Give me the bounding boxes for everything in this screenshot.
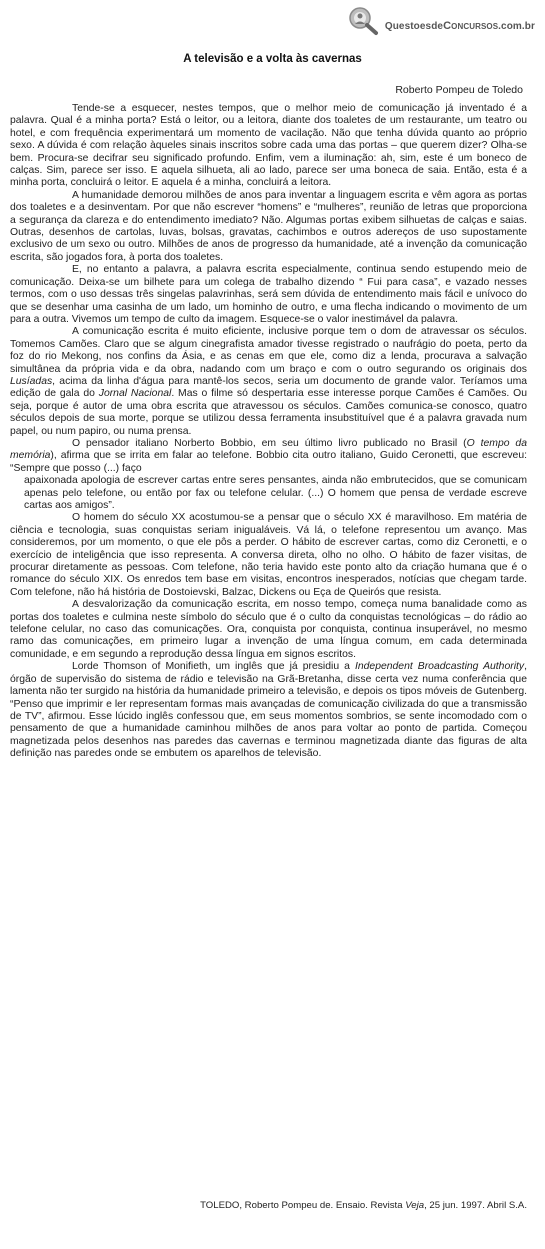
article-body bbox=[10, 103, 527, 761]
program-title-jornal-nacional: Jornal Nacional bbox=[98, 388, 172, 400]
block-quote: apaixonada apologia de escrever cartas entre seres pensantes, ainda não embrutecidos, que se comunicam apenas pelo telefone, ou então por fax ou telefone celular. (...) O homem que pensa de verdade escreve cartas aos amigos”. bbox=[24, 475, 527, 511]
paragraph-2: A humanidade demorou milhões de anos para inventar a linguagem escrita e vêm agora as portas dos toaletes e a desinventam. Por que não escrever “homens” e “mulheres”, reunião de letras que proporciona a segurança da clareza e do entendimento imediato? Não. Algumas portas exibem silhuetas de calças e saias. Outras, desenhos de cartolas, luvas, bolsas, gravatas, cachimbos e outros adereços de uso supostamente exclusivo de um sexo ou outro. Milhões de anos de progresso da humanidade, até a invenção da comunicação escrita, são jogados fora, à porta dos toaletes. bbox=[10, 189, 527, 263]
article-author: Roberto Pompeu de Toledo bbox=[395, 84, 523, 96]
org-name-iba: Independent Broadcasting Authority bbox=[354, 661, 525, 673]
paragraph-3: E, no entanto a palavra, a palavra escrita especialmente, continua sendo estupendo meio de comunicação. Deixa-se um bilhete para um colega de trabalho dizendo “ Fui para casa”, e vazado nesses termos, com o uso dessas três singelas palavrinhas, será sem dúvida de entendimento mais fácil e unívoco do que se desenhar uma casinha de um lado, um hominho de outro, e uma flecha indicando o movimento de um para a outra. Vivemos um tempo de culto da imagem. Esquece-se o valor inestimável da palavra. bbox=[10, 264, 527, 325]
site-logo-text: QuestoesdeConcursos.com.br bbox=[384, 20, 535, 32]
paragraph-8: Lorde Thomson of Monifieth, um inglês que já presidiu a Independent Broadcasting Authority, órgão de supervisão do sistema de rádio e televisão na Grã-Bretanha, disse certa vez numa conferência que lamenta não ter surgido na história da humanidade primeiro a televisão, e depois os tipos móveis de Gutenberg. “Penso que imprimir e ler representam formas mais avançadas de comunicação civilizada do que a transmissão de TV”, afirmou. Esse lúcido inglês confessou que, em seus momentos sombrios, se sente incomodado com o pensamento de que a humanidade caminhou milhões de anos para voltar ao ponto de partida. Começou magnetizada pelos desenhos nas paredes das cavernas e terminou magnetizada diante das figuras de alta definição nas paredes onde se embutem os aparelhos de televisão. bbox=[10, 661, 527, 760]
paragraph-1: Tende-se a esquecer, nestes tempos, que o melhor meio de comunicação já inventado é a palavra. Qual é a minha porta? Está o leitor, ou a leitora, diante dos toaletes de um restaurante, um teatro ou hotel, e com frequência experimentará um momento de vacilação. Não que tenha dúvida quanto ao próprio sexo. A dúvida é com relação àqueles sinais inscritos sobre cada uma das portas – que querem dizer? Olha-se bem. Procura-se decifrar seu significado profundo. Enfim, vem a iluminação: ah, sim, este é um boneco de calças. Sim, parece ser isso. E aquela silhueta, ali ao lado, parece ser uma boneca de saia. Então, esta é a minha porta, concluirá o leitor. E aquela é a minha, concluirá a leitora. bbox=[10, 103, 527, 189]
book-title-tempo-memoria: O tempo da memória bbox=[10, 437, 527, 462]
article-title: A televisão e a volta às cavernas bbox=[183, 53, 362, 65]
site-header bbox=[346, 6, 535, 36]
paragraph-7: A desvalorização da comunicação escrita, em nosso tempo, começa numa banalidade como as portas dos toaletes e culmina neste símbolo do século que é o culto da conquistas tecnológicas – do rádio ao telefone celular, no caso das comunicações. Ora, conquista por conquista, continua insuperável, no mesmo ramo das comunicações, em primeiro lugar a invenção de uma língua comum, em cada determinada comunidade, e em segundo a reprodução dessa língua em signos escritos. bbox=[10, 599, 527, 660]
book-title-lusiadas: Lusíadas bbox=[10, 375, 53, 387]
magnifier-logo-icon bbox=[346, 6, 384, 36]
paragraph-5: O pensador italiano Norberto Bobbio, em seu último livro publicado no Brasil (O tempo da memória), afirma que se irrita em falar ao telefone. Bobbio cita outro italiano, Guido Ceronetti, que escreveu: “Sempre que posso (...) faço bbox=[10, 437, 527, 474]
paragraph-4: A comunicação escrita é muito eficiente, inclusive porque tem o dom de atravessar os séculos. Tomemos Camões. Claro que se algum cinegrafista amador tivesse registrado o naufrágio do poeta, perto da foz do rio Mekong, nos confins da Ásia, e as cenas em que ele, como diz a lenda, procurava a salvação simultânea da própria vida e da obra, nadando com um braço e com o outro segurando os originais dos Lusíadas, acima da linha d'água para mantê-los secos, seria um documento de grande valor. Teríamos uma edição de gala do Jornal Nacional. Mas o filme só despertaria esse interesse porque Camões é Camões. Ou seja, porque é autor de uma obra escrita que atravessou os séculos. Camões comunica-se conosco, quatro séculos depois de sua morte, porque se utilizou dessa ferramenta insubstituível que é a palavra gravada num papel, ou num papiro, ou numa prensa. bbox=[10, 326, 527, 437]
paragraph-6: O homem do século XX acostumou-se a pensar que o século XX é maravilhoso. Em matéria de ciência e tecnologia, suas conquistas seriam inigualáveis. Vá lá, o telefone representou um avanço. Mas consideremos, por um momento, o que ele pôs a perder. O hábito de escrever cartas, como diz Ceronetti, e o exercício de inteligência que isso representa. A conversa direta, olho no olho. O hábito de fazer visitas, de procurar diretamente as pessoas. Com telefone, não teria havido este ponto alto da criação humana que é o romance do século XIX. Os enredos tem base em visitas, encontros inesperados, notícias que chegam tarde. Com telefone, não há história de Dostoievski, Balzac, Dickens ou Eça de Queirós que resista. bbox=[10, 512, 527, 598]
source-citation: TOLEDO, Roberto Pompeu de. Ensaio. Revista Veja, 25 jun. 1997. Abril S.A. bbox=[200, 1200, 527, 1211]
